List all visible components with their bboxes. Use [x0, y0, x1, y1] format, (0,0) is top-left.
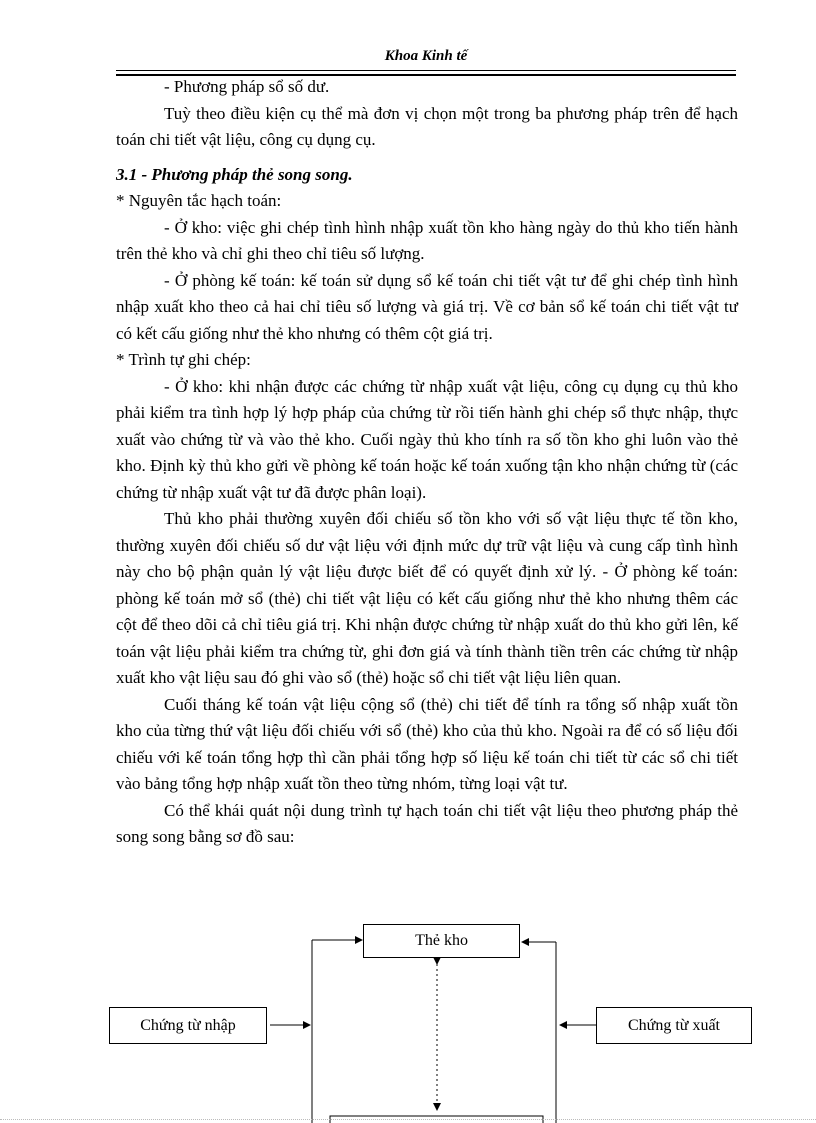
paragraph: Có thể khái quát nội dung trình tự hạch toán chi tiết vật liệu theo phương pháp thẻ song song bằng sơ đồ sau:	[116, 800, 738, 846]
paragraph: - Ở kho: việc ghi chép tình hình nhập xuất tồn kho hàng ngày do thủ kho tiến hành trên thẻ kho và chỉ ghi theo chỉ tiêu số lượng.	[116, 217, 738, 263]
page-header: Khoa Kinh tế	[384, 48, 468, 64]
the-kho-box: Thẻ kho	[363, 924, 520, 958]
paragraph: Thủ kho phải thường xuyên đối chiếu số tồn kho với số vật liệu thực tế tồn kho, thường xuyên đối chiếu số dư vật liệu với định mức dự trữ vật liệu và cung cấp tình hình này cho bộ phận quản lý vật liệu được biết để có quyết định xử lý. - Ở phòng kế toán: phòng kế toán mở sổ (thẻ) chi tiết vật liệu có kết cấu giống như thẻ kho nhưng thêm các cột để theo dõi cả chỉ tiêu giá trị. Khi nhận được chứng từ nhập xuất do thủ kho gửi lên, kế toán vật liệu phải kiểm tra chứng từ, ghi đơn giá và tính thành tiền trên các chứng từ nhập xuất kho vật liệu sau đó ghi vào sổ (thẻ) hoặc sổ chi tiết vật liệu liên quan.	[116, 509, 738, 687]
paragraph: * Nguyên tắc hạch toán:	[116, 191, 282, 210]
paragraph: - Phương pháp sổ số dư.	[164, 77, 330, 96]
paragraph: Cuối tháng kế toán vật liệu cộng sổ (thẻ) chi tiết để tính ra tổng số nhập xuất tồn kho của từng thứ vật liệu đối chiếu với sổ (thẻ) kho của thủ kho. Ngoài ra để có số liệu đối chiếu với kế toán tổng hợp thì cần phải tổng hợp số liệu kế toán chi tiết từ các sổ chi tiết vào bảng tổng hợp nhập xuất tồn theo từng nhóm, từng loại vật tư.	[116, 694, 738, 793]
section-heading: 3.1 - Phương pháp thẻ song song.	[116, 164, 353, 184]
paragraph: - Ở phòng kế toán: kế toán sử dụng sổ kế toán chi tiết vật tư để ghi chép tình hình nhập xuất kho theo cả hai chỉ tiêu số lượng và giá trị. Về cơ bản sổ kế toán chi tiết vật tư có kết cấu giống như thẻ kho nhưng có thêm cột giá trị.	[116, 270, 738, 343]
paragraph: - Ở kho: khi nhận được các chứng từ nhập xuất vật liệu, công cụ dụng cụ thủ kho phải kiểm tra tình hợp lý hợp pháp của chứng từ rồi tiến hành ghi chép sổ thực nhập, thực xuất vào chứng từ và vào thẻ kho. Cuối ngày thủ kho tính ra số tồn kho ghi luôn vào thẻ kho. Định kỳ thủ kho gửi về phòng kế toán hoặc kế toán xuống tận kho nhận chứng từ (các chứng từ nhập xuất vật tư đã được phân loại).	[116, 376, 738, 502]
paragraph: * Trình tự ghi chép:	[116, 350, 251, 369]
paragraph: Tuỳ theo điều kiện cụ thể mà đơn vị chọn một trong ba phương pháp trên để hạch toán chi tiết vật liệu, công cụ dụng cụ.	[116, 103, 738, 149]
page-bottom-dotted-edge	[0, 1119, 816, 1120]
chung-tu-nhap-box: Chứng từ nhập	[109, 1007, 267, 1044]
chung-tu-xuat-box: Chứng từ xuất	[596, 1007, 752, 1044]
